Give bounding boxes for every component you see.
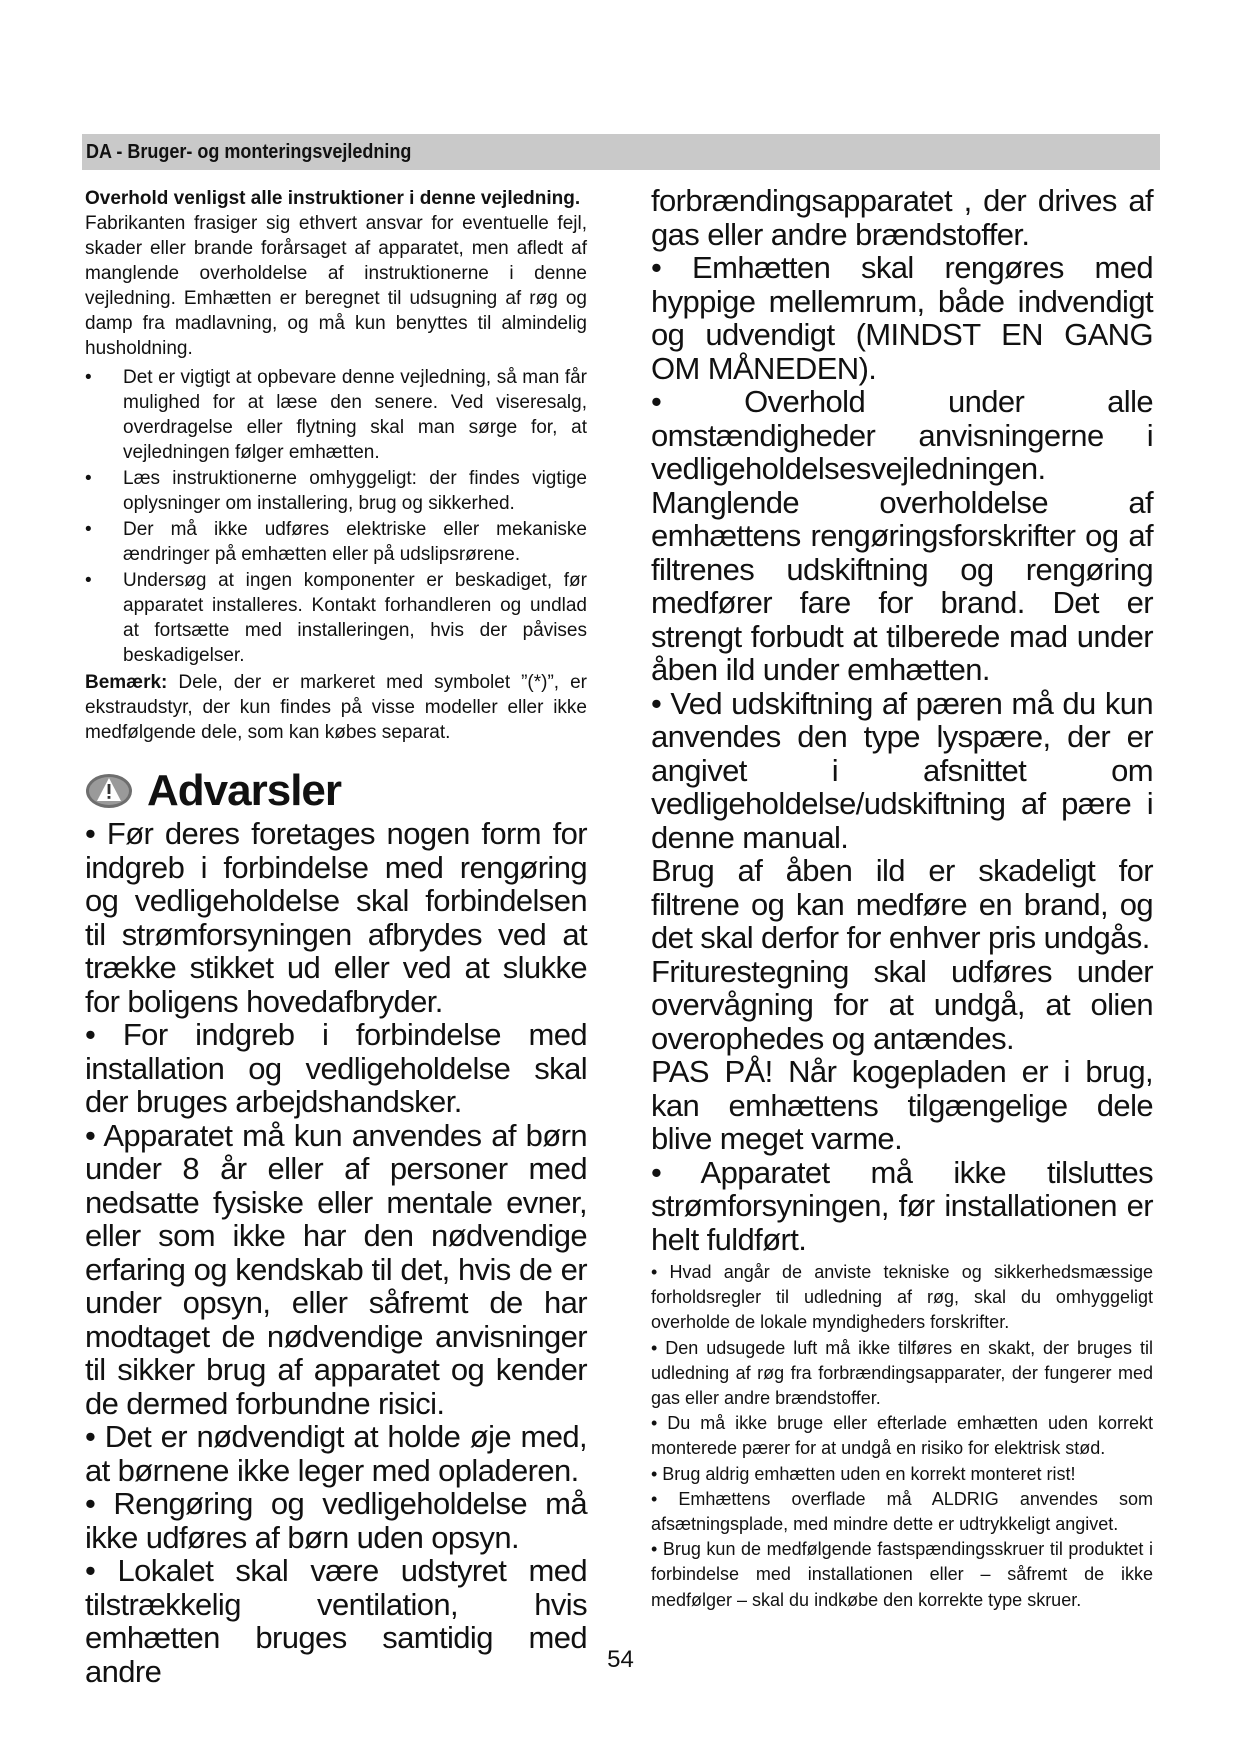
list-item: • Undersøg at ingen komponenter er beskadiget, før apparatet installeres. Kontakt forhandleren og undlad at fortsætte med installeringen, hvis der påvises beskadigelser.: [85, 570, 587, 666]
warnings-left-text: [85, 817, 587, 1688]
note-paragraph: [85, 670, 587, 745]
small-warning-paragraph: • Brug kun de medfølgende fastspændingsskruer til produktet i forbindelse med installationen eller – såfremt de ikke medfølger – skal du indkøbe den korrekte type skruer.: [651, 1539, 1153, 1610]
page-number: 54: [607, 1646, 634, 1673]
bullet-icon: •: [85, 468, 92, 489]
bullet-icon: •: [85, 367, 92, 388]
list-item: • Læs instruktionerne omhyggeligt: der findes vigtige oplysninger om installering, brug og sikkerhed.: [85, 468, 587, 514]
warning-paragraph: • For indgreb i forbindelse med installation og vedligeholdelse skal der bruges arbejdshandsker.: [85, 1017, 587, 1119]
section-title: DA - Bruger- og monteringsvejledning: [86, 141, 412, 163]
list-item: • Det er vigtigt at opbevare denne vejledning, så man får mulighed for at læse den senere. Ved viseresalg, overdragelse eller flytning skal man sørge for, at vejledningen følger emhætten.: [85, 367, 587, 463]
warning-paragraph: • Apparatet må kun anvendes af børn under 8 år eller af personer med nedsatte fysiske eller mentale evner, eller som ikke har den nødvendige erfaring og kendskab til det, hvis de er under opsyn, eller såfremt de har modtaget de nødvendige anvisninger til sikker brug af apparatet og kender de dermed forbundne risici.: [85, 1117, 587, 1421]
small-warning-paragraph: • Brug aldrig emhætten uden en korrekt monteret rist!: [651, 1463, 1076, 1484]
warning-paragraph: Friturestegning skal udføres under overvågning for at undgå, at olien overophedes og antændes.: [651, 953, 1153, 1056]
small-warning-paragraph: • Emhættens overflade må ALDRIG anvendes som afsætningsplade, med mindre dette er udtrykkeligt angivet.: [651, 1488, 1153, 1535]
small-warning-paragraph: • Den udsugede luft må ikke tilføres en skakt, der bruges til udledning af røg fra forbrændingsapparater, der fungerer med gas eller andre brændstoffer.: [651, 1337, 1153, 1409]
warning-icon: [85, 771, 133, 811]
warnings-title: Advarsler: [147, 766, 342, 815]
warning-paragraph: PAS PÅ! Når kogepladen er i brug, kan emhættens tilgængelige dele blive meget varme.: [651, 1054, 1153, 1156]
bullet-icon: •: [85, 519, 92, 540]
warnings-right-text: [651, 184, 1153, 1256]
warning-paragraph: Brug af åben ild er skadeligt for filtrene og kan medføre en brand, og det skal derfor for enhver pris undgås.: [651, 853, 1153, 955]
right-column: [651, 184, 1153, 1613]
warning-paragraph: • Før deres foretages nogen form for indgreb i forbindelse med rengøring og vedligeholdelse skal forbindelsen til strømforsyningen afbrydes ved at trække stikket ud eller ved at slukke for boligens hovedafbryder.: [85, 816, 587, 1019]
note-label: Bemærk:: [85, 672, 168, 693]
small-warning-paragraph: • Hvad angår de anviste tekniske og sikkerhedsmæssige forholdsregler til udledning af røg, skal du omhyggeligt overholde de lokale myndigheders forskrifter.: [651, 1262, 1153, 1333]
section-header-bar: [82, 134, 1160, 170]
warning-paragraph: forbrændingsapparatet , der drives af gas eller andre brændstoffer.: [651, 183, 1153, 252]
warning-paragraph: • Ved udskiftning af pæren må du kun anvendes den type lyspære, der er angivet i afsnittet om vedligeholdelse/udskiftning af pære i denne manual.: [651, 685, 1153, 855]
warning-paragraph: • Rengøring og vedligeholdelse må ikke udføres af børn uden opsyn.: [85, 1486, 587, 1555]
warnings-right-small-text: [651, 1260, 1153, 1613]
warning-paragraph: • Apparatet må ikke tilsluttes strømforsyningen, før installationen er helt fuldført.: [651, 1154, 1153, 1257]
warning-paragraph: • Emhætten skal rengøres med hyppige mellemrum, både indvendigt og udvendigt (MINDST EN GANG OM MÅNEDEN).: [651, 250, 1153, 386]
left-column: [85, 186, 587, 1688]
intro-bullet-list: [85, 365, 587, 668]
warnings-heading: [85, 765, 587, 817]
intro-bold-lead: Overhold venligst alle instruktioner i denne vejledning.: [85, 188, 581, 209]
intro-text: Fabrikanten frasiger sig ethvert ansvar for eventuelle fejl, skader eller brande forårsaget af apparatet, men afledt af manglende overholdelse af instruktionerne i denne vejledning. Emhætten er beregnet til udsugning af røg og damp fra madlavning, og må kun benyttes til almindelig husholdning.: [85, 213, 587, 359]
bullet-icon: •: [85, 570, 92, 591]
small-warning-paragraph: • Du må ikke bruge eller efterlade emhætten uden korrekt monterede pærer for at undgå en risiko for elektrisk stød.: [651, 1413, 1153, 1459]
note-text: Dele, der er markeret med symbolet ”(*)”, er ekstraudstyr, der kun findes på visse modeller eller ikke medfølgende dele, som kan købes separat.: [85, 672, 587, 743]
list-item: • Der må ikke udføres elektriske eller mekaniske ændringer på emhætten eller på udslipsrørene.: [85, 519, 587, 565]
warning-paragraph: • Overhold under alle omstændigheder anvisningerne i vedligeholdelsesvejledningen.: [651, 384, 1153, 486]
warning-paragraph: • Lokalet skal være udstyret med tilstrækkelig ventilation, hvis emhætten bruges samtidig med andre: [85, 1553, 587, 1689]
warning-paragraph: • Det er nødvendigt at holde øje med, at børnene ikke leger med opladeren.: [85, 1419, 587, 1488]
intro-paragraph: [85, 186, 587, 361]
warning-paragraph: Manglende overholdelse af emhættens rengøringsforskrifter og af filtrenes udskiftning og rengøring medfører fare for brand. Det er strengt forbudt at tilberede mad under åben ild under emhætten.: [651, 484, 1153, 687]
